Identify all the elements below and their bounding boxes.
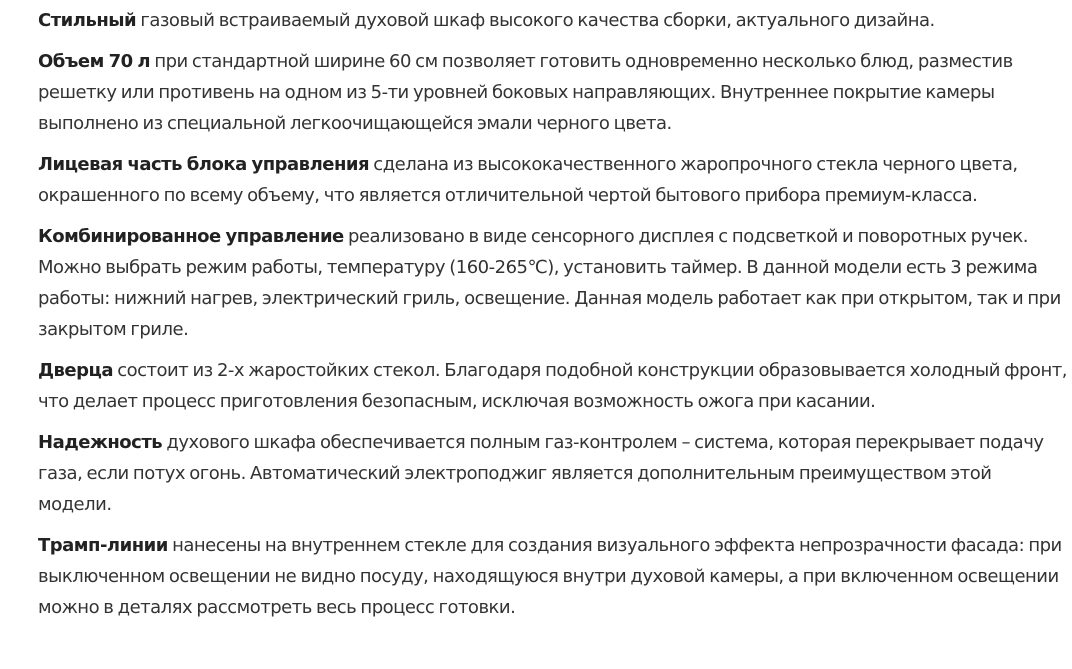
- feature-title: Дверца: [38, 360, 114, 381]
- feature-paragraph-reliability: [38, 427, 1068, 520]
- feature-paragraph-volume: [38, 46, 1068, 139]
- feature-title: Надежность: [38, 432, 163, 453]
- feature-text: сделана из высококачественного жаропрочного стекла черного цвета, окрашенного по всему объему, что является отличительной чертой бытового прибора премиум-класса.: [38, 154, 1018, 206]
- feature-title: Комбинированное управление: [38, 226, 344, 247]
- feature-text: реализовано в виде сенсорного дисплея с подсветкой и поворотных ручек. Можно выбрать режим работы, температуру (160-265℃), установить таймер. В данной модели есть 3 режима работы: нижний нагрев, электрический гриль, освещение. Данная модель работает как при открытом, так и при закрытом гриле.: [38, 226, 1061, 340]
- feature-paragraph-door: [38, 355, 1068, 417]
- feature-title: Стильный: [38, 10, 137, 31]
- feature-title: Трамп-линии: [38, 535, 168, 556]
- feature-text: газовый встраиваемый духовой шкаф высокого качества сборки, актуального дизайна.: [136, 10, 935, 31]
- feature-title: Объем 70 л: [38, 51, 151, 72]
- feature-paragraph-combined-control: [38, 221, 1068, 345]
- feature-paragraph-tramp-lines: [38, 530, 1068, 623]
- feature-text: состоит из 2-х жаростойких стекол. Благодаря подобной конструкции образовывается холодный фронт, что делает процесс приготовления безопасным, исключая возможность ожога при касании.: [38, 360, 1067, 412]
- feature-text: нанесены на внутреннем стекле для создания визуального эффекта непрозрачности фасада: при выключенном освещении не видно посуду, находящуюся внутри духовой камеры, а при включенном освещении можно в деталях рассмотреть весь процесс готовки.: [38, 535, 1062, 618]
- feature-text: при стандартной ширине 60 см позволяет готовить одновременно несколько блюд, разместив решетку или противень на одном из 5-ти уровней боковых направляющих. Внутреннее покрытие камеры выполнено из специальной легкоочищающейся эмали черного цвета.: [38, 51, 1013, 134]
- feature-paragraph-style: [38, 5, 1068, 36]
- feature-title: Лицевая часть блока управления: [38, 154, 370, 175]
- feature-text: духового шкафа обеспечивается полным газ-контролем – система, которая перекрывает подачу газа, если потух огонь. Автоматический электроподжиг является дополнительным преимуществом этой модели.: [38, 432, 1044, 515]
- feature-paragraph-control-panel: [38, 149, 1068, 211]
